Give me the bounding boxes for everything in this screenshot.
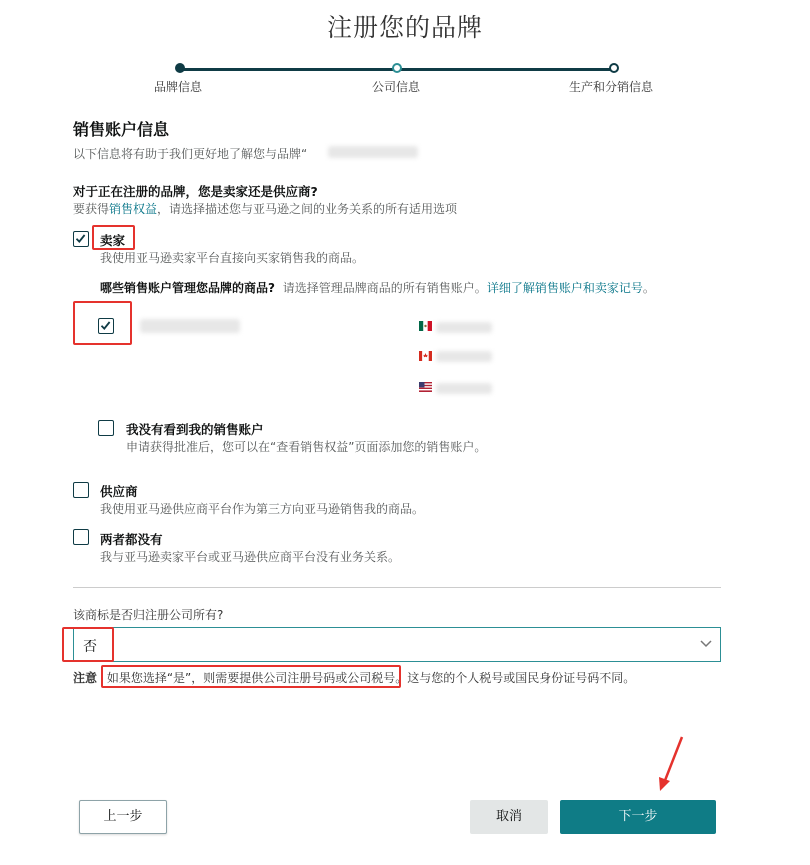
redacted-marketplace-us — [436, 383, 492, 394]
annotation-box-note — [101, 665, 401, 688]
learn-more-accounts-link[interactable]: 详细了解销售账户和卖家记号 — [486, 281, 643, 295]
annotation-box-account — [73, 301, 132, 345]
page-title: 注册您的品牌 — [326, 13, 483, 42]
section-intro-text: 以下信息将有助于我们更好地了解您与品牌“ — [73, 147, 308, 161]
ownership-selected-value: 否 — [83, 639, 97, 655]
redacted-marketplace-ca — [436, 351, 492, 362]
note-rest: 这与您的个人税号或国民身份证号码不同。 — [407, 671, 636, 685]
role-question-hint — [73, 200, 457, 217]
selling-rights-link[interactable]: 销售权益 — [109, 202, 158, 216]
annotation-box-select-value — [62, 627, 114, 662]
accounts-question — [100, 279, 655, 296]
previous-step-button[interactable]: 上一步 — [79, 800, 167, 834]
checkmark-icon — [75, 233, 86, 244]
step-dot-brand-info — [175, 63, 185, 73]
hint-suffix: ，请选择描述您与亚马逊之间的业务关系的所有适用选项 — [157, 202, 458, 216]
section-title: 销售账户信息 — [73, 120, 170, 139]
chevron-down-icon — [700, 638, 712, 648]
cancel-button[interactable]: 取消 — [470, 800, 548, 834]
mexico-flag-icon — [419, 321, 432, 331]
canada-flag-icon — [419, 351, 432, 361]
vendor-checkbox[interactable] — [73, 482, 89, 498]
progress-stepper — [0, 58, 810, 98]
redacted-marketplace-mx — [436, 322, 492, 333]
neither-checkbox[interactable] — [73, 529, 89, 545]
role-question: 对于正在注册的品牌，您是卖家还是供应商? — [73, 184, 318, 199]
step-dot-production-info — [609, 63, 619, 73]
step-dot-company-info — [392, 63, 402, 73]
step-label-brand-info: 品牌信息 — [154, 80, 203, 94]
note-highlight: 如果您选择“是”，则需要提供公司注册号码或公司税号。 — [106, 671, 408, 685]
accounts-question-hint: 请选择管理品牌商品的所有销售账户。 — [282, 281, 487, 295]
usa-flag-icon — [419, 382, 432, 392]
no-account-desc: 申请获得批准后，您可以在“查看销售权益”页面添加您的销售账户。 — [126, 440, 487, 454]
step-label-company-info: 公司信息 — [372, 80, 421, 94]
note-label: 注意 — [73, 671, 98, 685]
hint-prefix: 要获得 — [73, 202, 110, 216]
ownership-label: 该商标是否归注册公司所有? — [73, 608, 224, 622]
stepper-line-completed — [180, 68, 397, 71]
step-label-production-info: 生产和分销信息 — [569, 80, 654, 94]
section-divider — [73, 587, 721, 588]
vendor-option-label: 供应商 — [100, 484, 138, 499]
annotation-arrow-icon — [650, 735, 690, 795]
seller-checkbox[interactable] — [73, 231, 89, 247]
seller-option-label: 卖家 — [100, 233, 126, 248]
redacted-account-name — [140, 319, 240, 333]
ownership-select[interactable] — [73, 627, 721, 662]
next-step-button[interactable]: 下一步 — [560, 800, 716, 834]
stepper-line-remaining — [397, 68, 614, 71]
vendor-option-desc: 我使用亚马逊供应商平台作为第三方向亚马逊销售我的商品。 — [100, 502, 425, 516]
neither-option-label: 两者都没有 — [100, 532, 163, 547]
no-account-label: 我没有看到我的销售账户 — [126, 422, 264, 437]
no-account-checkbox[interactable] — [98, 420, 114, 436]
neither-option-desc: 我与亚马逊卖家平台或亚马逊供应商平台没有业务关系。 — [100, 550, 401, 564]
accounts-question-title: 哪些销售账户管理您品牌的商品? — [100, 281, 275, 295]
section-intro — [73, 145, 307, 162]
redacted-brand-name — [328, 146, 418, 158]
seller-option-desc: 我使用亚马逊卖家平台直接向买家销售我的商品。 — [100, 251, 365, 265]
accounts-link-suffix: 。 — [642, 281, 655, 295]
